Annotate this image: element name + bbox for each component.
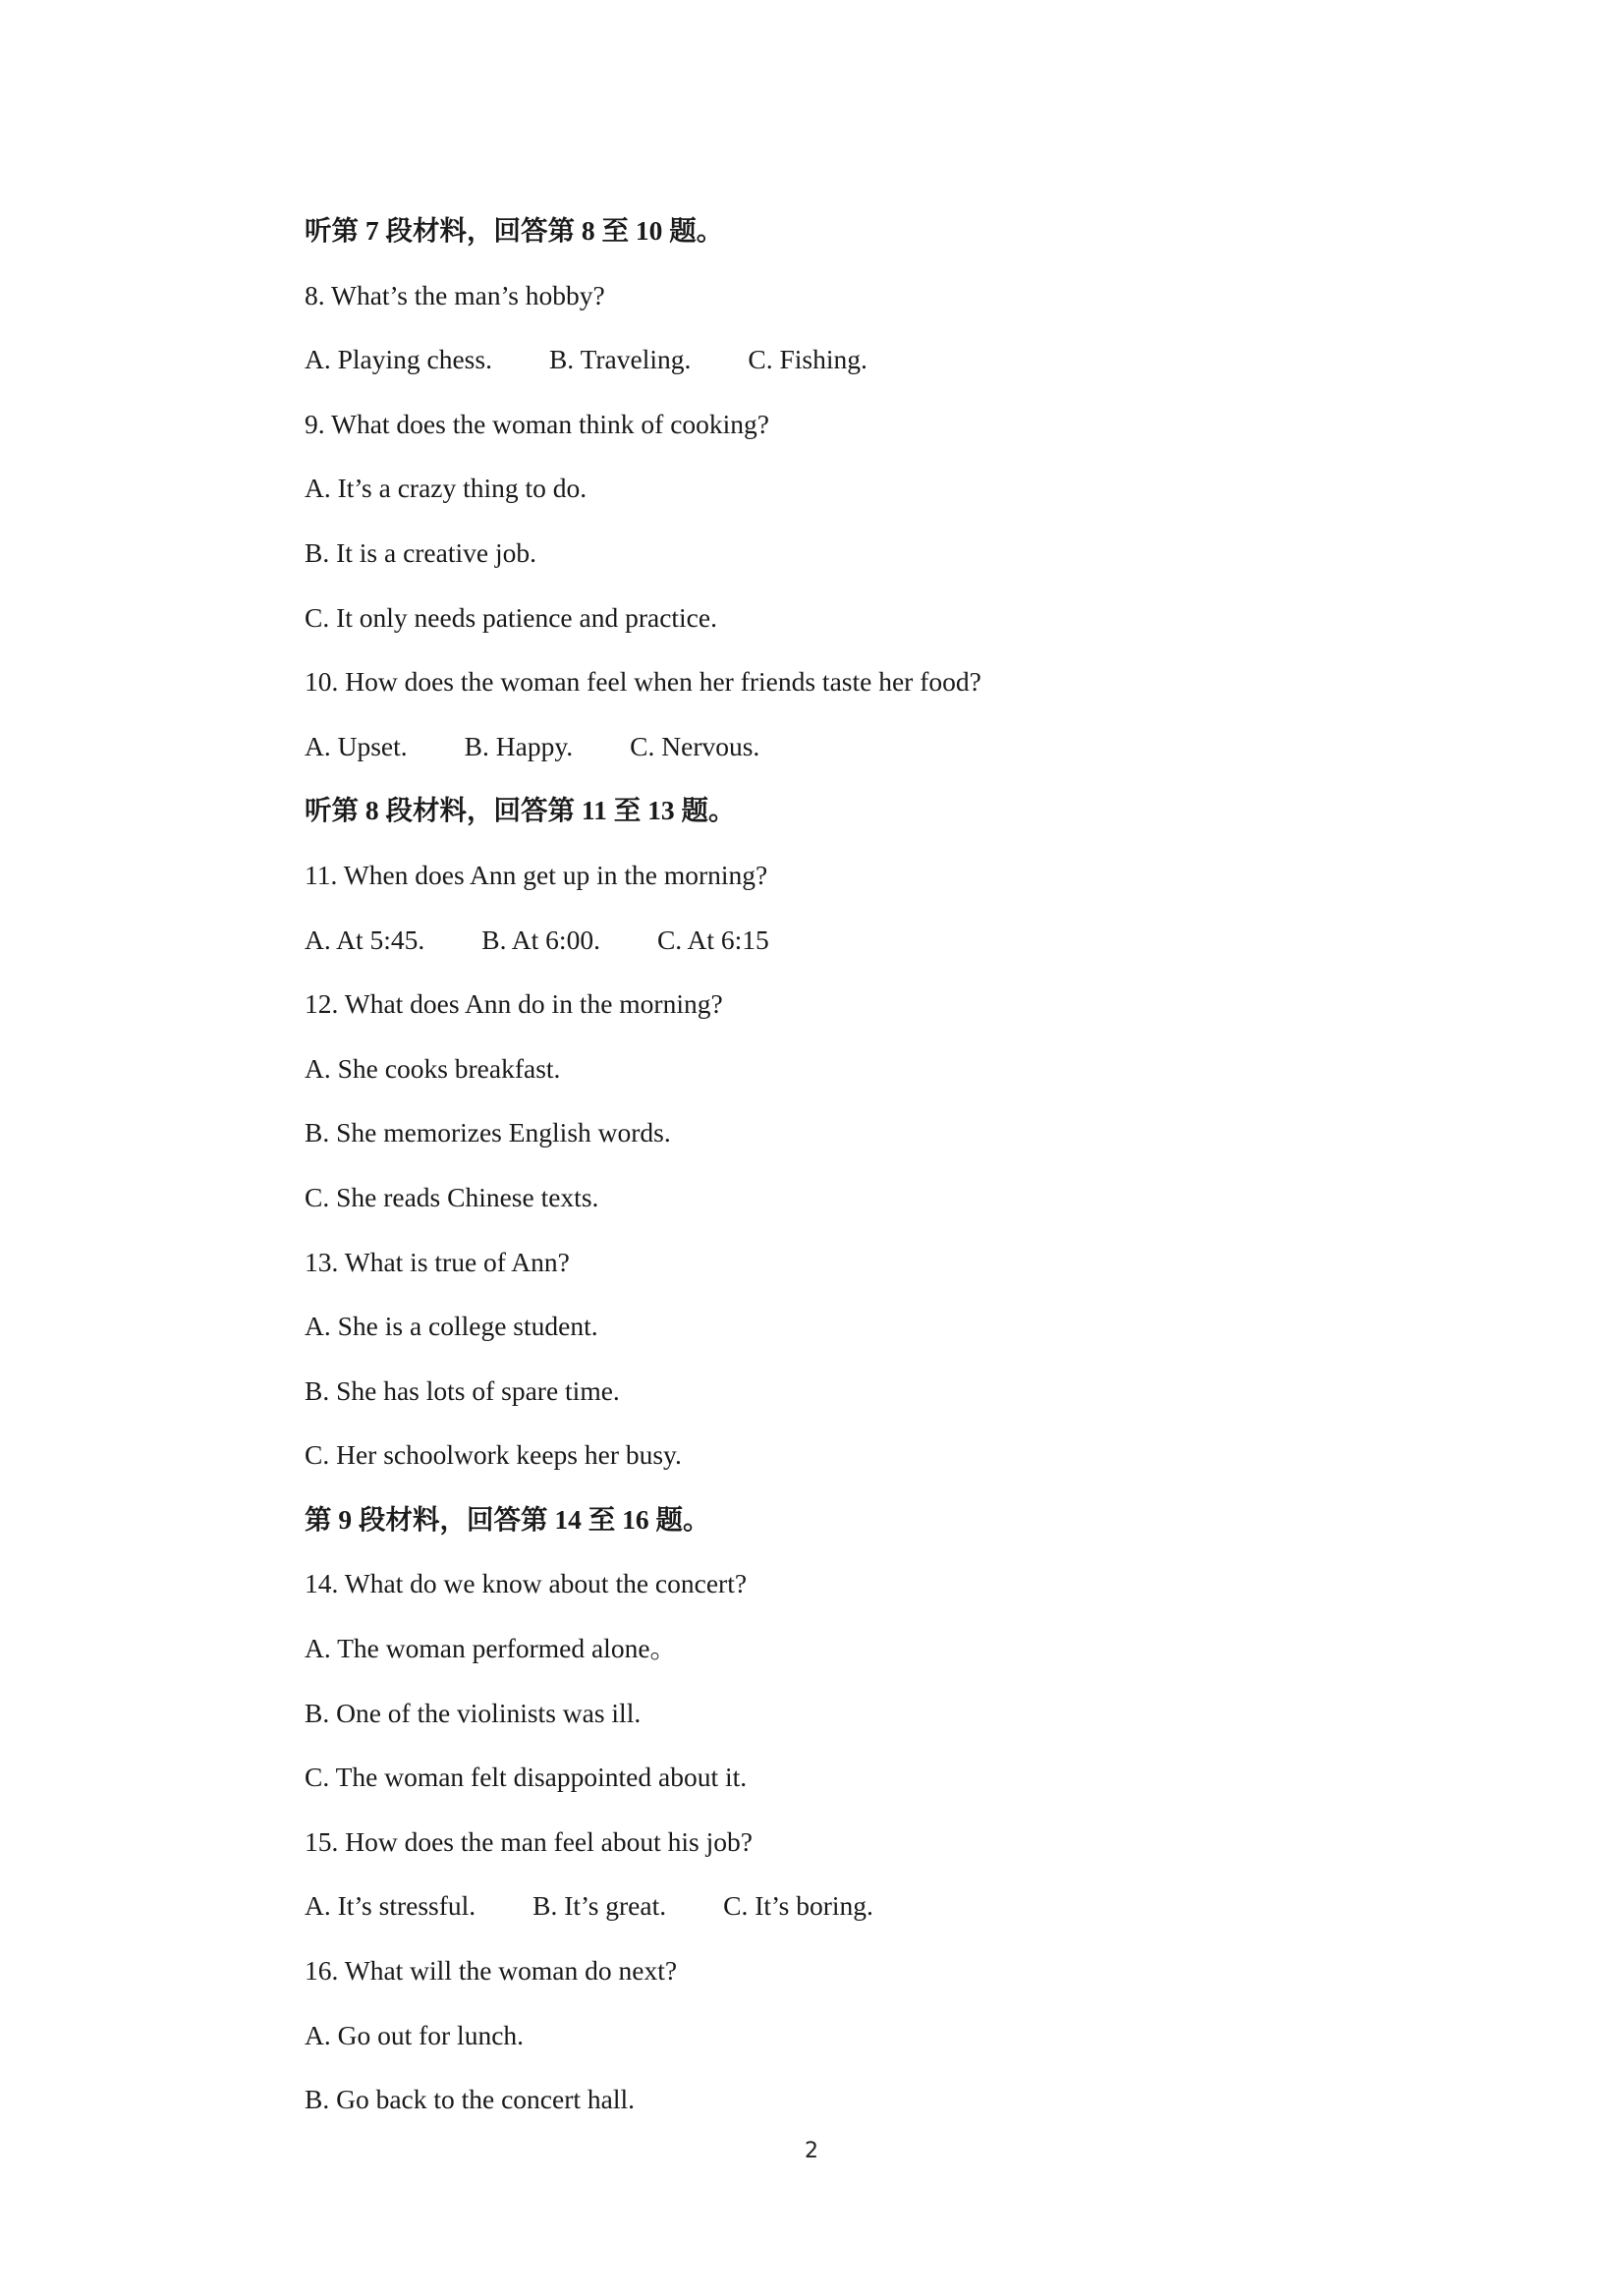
options-row (305, 1881, 1483, 1946)
option: C. It only needs patience and practice. (305, 601, 717, 633)
option: C. She reads Chinese texts. (305, 1181, 599, 1212)
question-stem: 9. What does the woman think of cooking? (305, 408, 770, 439)
option: C. Her schoolwork keeps her busy. (305, 1439, 682, 1471)
option: B. She memorizes English words. (305, 1117, 671, 1148)
option: C. Nervous. (630, 730, 760, 761)
section-heading: 听第 8 段材料，回答第 11 至 13 题。 (305, 795, 736, 826)
question-stem: 13. What is true of Ann? (305, 1246, 570, 1277)
option: A. The woman performed alone。 (305, 1633, 678, 1664)
question-stem: 15. How does the man feel about his job? (305, 1825, 753, 1857)
option: B. One of the violinists was ill. (305, 1697, 642, 1728)
option: C. Fishing. (748, 344, 867, 375)
exam-content (305, 206, 1483, 2140)
option: B. At 6:00. (481, 924, 600, 955)
option: A. Go out for lunch. (305, 2019, 525, 2050)
question-stem: 11. When does Ann get up in the morning? (305, 859, 768, 890)
option: A. It’s stressful. (305, 1890, 476, 1922)
option: B. Go back to the concert hall. (305, 2084, 636, 2115)
section-heading: 第 9 段材料，回答第 14 至 16 题。 (305, 1503, 710, 1535)
option: B. She has lots of spare time. (305, 1374, 620, 1406)
option: C. The woman felt disappointed about it. (305, 1762, 748, 1793)
option: B. It is a creative job. (305, 536, 536, 568)
question-stem: 10. How does the woman feel when her friends taste her food? (305, 666, 981, 698)
option: A. Playing chess. (305, 344, 492, 375)
option: A. It’s a crazy thing to do. (305, 473, 588, 504)
question-stem: 12. What does Ann do in the morning? (305, 988, 723, 1020)
question-stem: 16. What will the woman do next? (305, 1955, 678, 1987)
option: B. Traveling. (548, 344, 692, 375)
option: C. At 6:15 (656, 924, 769, 955)
page-number: 2 (805, 2139, 818, 2163)
option: A. She is a college student. (305, 1311, 598, 1342)
option: A. Upset. (305, 730, 408, 761)
question-stem: 8. What’s the man’s hobby? (305, 279, 605, 310)
section-heading: 听第 7 段材料，回答第 8 至 10 题。 (305, 215, 724, 246)
option: C. It’s boring. (723, 1890, 873, 1922)
question-stem: 14. What do we know about the concert? (305, 1568, 748, 1599)
options-row (305, 916, 1483, 980)
options-row (305, 722, 1483, 787)
option: B. Happy. (464, 730, 574, 761)
option: A. At 5:45. (305, 924, 425, 955)
option: B. It’s great. (532, 1890, 667, 1922)
options-row (305, 335, 1483, 400)
option: A. She cooks breakfast. (305, 1052, 561, 1084)
